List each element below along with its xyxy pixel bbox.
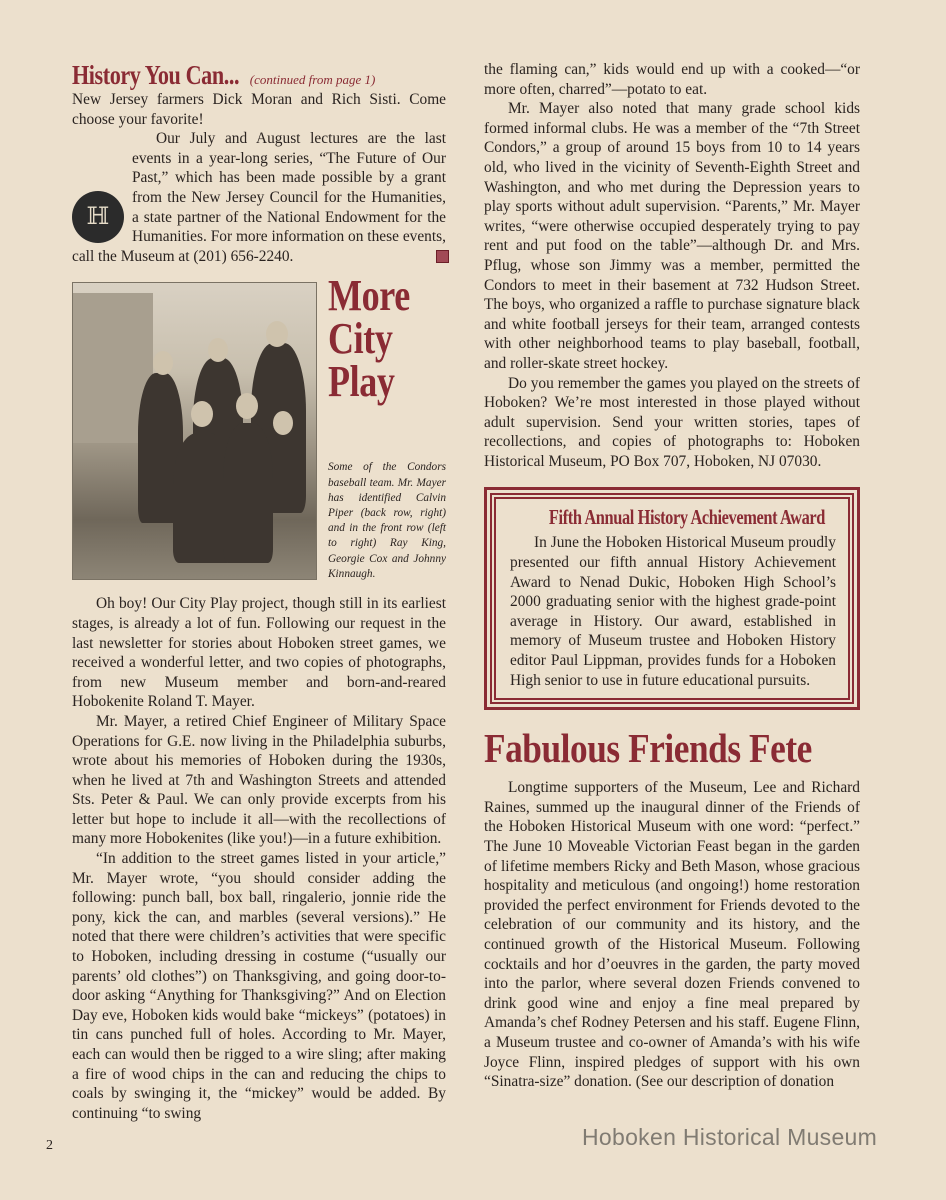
award-text: In June the Hoboken Historical Museum proudly presented our fifth annual History Achievement Award to Nenad Dukic, Hoboken High School’s 2000 graduating senior with the highest grade-point average in History. Our award, established in memory of Museum trustee and Hoboken History editor Paul Lippman, provides funds for a Hoboken High senior to use in future educational pursuits. xyxy=(510,534,836,689)
history-paragraph-2: Our July and August lectures are the last events in a year-long series, “The Future of Our Past,” which has been made possible by a grant from the New Jersey Council for the Humanities, a state partner of the National Endowment for the Humanities. For more information on these events, call the Museum at (201) 656-2240. xyxy=(72,130,446,265)
page-number: 2 xyxy=(46,1138,53,1153)
photo-face xyxy=(153,351,173,375)
city-play-paragraph-5: Mr. Mayer also noted that many grade school kids formed informal clubs. He was a member of the “7th Street Condors,” a group of around 15 boys from 10 to 14 years old, who lived in the vicinity of Seventh-Eighth Street and Washington, and who met during the Depression years to play sports without adult supervision. “Parents,” Mr. Mayer writes, “were otherwise occupied desperately trying to pay rent and put food on the table”—although Dr. and Mrs. Pflug, whose son Jimmy was a member, permitted the Condors to meet in their basement at 732 Hudson Street. The boys, who organized a raffle to purchase signature black and white football jerseys for their team, arranged contests with other neighborhood teams to play baseball, football, and roller-skate street hockey. xyxy=(484,100,860,372)
photo-figure xyxy=(223,423,273,563)
left-column xyxy=(72,60,446,1123)
city-play-paragraph-2: Mr. Mayer, a retired Chief Engineer of Military Space Operations for G.E. now living in the Philadelphia suburbs, wrote about his memories of Hoboken during the 1930s, when he lived at 7th and Washington Streets and attended Sts. Peter & Paul. We can only provide excerpts from his letter but hope to include it all—with the recollections of many more Hobokenites (like you!)—in a future exhibition. xyxy=(72,712,446,848)
history-heading xyxy=(72,60,446,90)
more-city-play-line: City xyxy=(328,314,393,364)
history-title: History You Can... xyxy=(72,60,240,90)
fff-title: Fabulous Friends Fete xyxy=(484,725,812,772)
photo-caption: Some of the Condors baseball team. Mr. Mayer has identified Calvin Piper (back row, right) and in the front row (left to right) Ray King, Georgie Cox and Johnny Kinnaugh. xyxy=(328,461,446,580)
award-inner xyxy=(490,493,854,704)
end-mark-icon xyxy=(436,250,449,263)
more-city-play-line: More xyxy=(328,271,410,321)
city-play-photo-block xyxy=(72,271,446,582)
more-city-play-heading xyxy=(328,271,428,407)
city-play-paragraph-3: “In addition to the street games listed in your article,” Mr. Mayer wrote, “you should consider adding the following: punch ball, box ball, ringalerio, jonnie ride the pony, kick the can, and marbles (several versions).” He noted that there were children’s activities that were specific to Hoboken, including dressing in costume (“usually our parents’ old clothes”) on Thanksgiving, and going door-to-door asking “Anything for Thanksgiving?” And on Election Day eve, Hoboken kids would bake “mickeys” (potatoes) in tin cans punched full of holes. According to Mr. Mayer, each can would then be rigged to a wire sling; after making a fire of wood chips in the can and reducing the chips to coals by swinging it, the “mickey” would be added. By continuing “to swing xyxy=(72,850,446,1122)
watermark: Hoboken Historical Museum xyxy=(582,1124,878,1150)
right-column xyxy=(484,60,860,1092)
award-title: Fifth Annual History Achievement Award xyxy=(548,505,826,530)
continued-note: (continued from page 1) xyxy=(249,72,376,87)
city-play-paragraph-6: Do you remember the games you played on the streets of Hoboken? We’re most interested in those played without adult supervision. Send your written stories, tapes of recollections, and copies of photographs to: Hoboken Historical Museum, PO Box 707, Hoboken, NJ 07030. xyxy=(484,374,860,470)
humanities-seal-icon: ℍ xyxy=(72,191,124,243)
history-paragraph-2-wrap xyxy=(72,129,446,266)
fff-paragraph: Longtime supporters of the Museum, Lee and Richard Raines, summed up the inaugural dinner of the Friends of the Hoboken Historical Museum with one word: “perfect.” The June 10 Moveable Victorian Feast began in the garden of lifetime members Ricky and Beth Mason, whose gracious hospitality and meticulous (and ongoing!) home restoration provided the perfect environment for Friends devoted to the celebration of our community and its history, and the continued growth of the Historical Museum. Following cocktails and hor d’oeuvres in the garden, the party moved into the parlor, where several dozen Friends convened to drink good wine and enjoy a fine meal prepared by Amanda’s chef Rodney Petersen and his staff. Eugene Flinn, a Museum trustee and co-owner of Amanda’s with his wife Joyce Flinn, inspired pledges of support with his own “Sinatra-size” donation. (See our description of donation xyxy=(484,779,860,1091)
city-play-paragraph-4: the flaming can,” kids would end up with a cooked—“or more often, charred”—potato to eat. xyxy=(484,61,860,98)
condors-photo xyxy=(72,282,317,580)
fff-heading xyxy=(484,726,860,770)
award-box xyxy=(484,487,860,710)
history-paragraph-1: New Jersey farmers Dick Moran and Rich Sisti. Come choose your favorite! xyxy=(72,91,446,128)
more-city-play-line: Play xyxy=(328,357,395,407)
award-title-wrap xyxy=(510,505,836,529)
city-play-paragraph-1: Oh boy! Our City Play project, though still in its earliest stages, is already a lot of fun. Following our request in the last newsletter for stories about Hoboken street games, we received a wonderful letter, and two copies of photographs, from new Museum member and born-and-reared Hobokenite Roland T. Mayer. xyxy=(72,595,446,711)
